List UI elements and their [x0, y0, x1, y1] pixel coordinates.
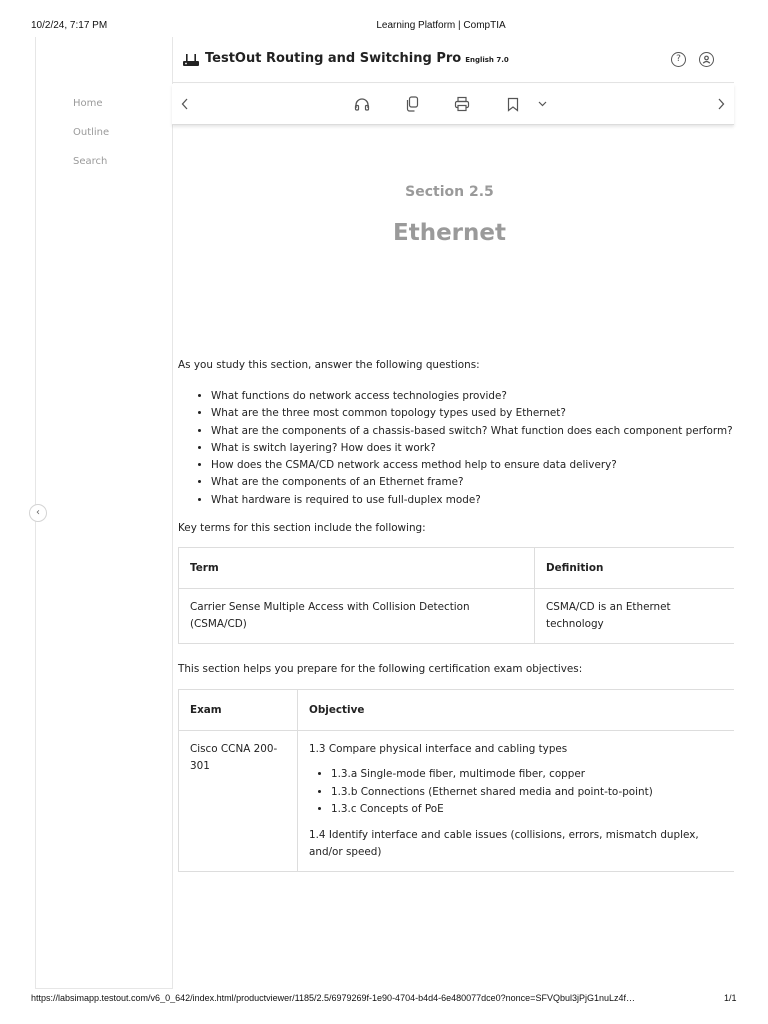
study-questions-list	[178, 388, 733, 509]
account-icon[interactable]	[699, 52, 714, 67]
table-header-term: Term	[179, 548, 535, 589]
bookmark-icon[interactable]	[505, 94, 521, 114]
back-chevron-icon[interactable]	[178, 94, 192, 114]
copy-icon[interactable]	[403, 94, 421, 114]
app-title	[205, 51, 509, 66]
sidebar	[35, 37, 173, 989]
app-title-text: TestOut Routing and Switching Pro	[205, 51, 462, 66]
dropdown-chevron-icon[interactable]	[536, 94, 548, 114]
print-url: https://labsimapp.testout.com/v6_0_642/index.html/productviewer/1185/2.5/6979269f-1e90-4704-b4d4-6e480077dce0?nonce=SFVQbul3jPjG1nuLz4f…	[31, 993, 635, 1003]
objective-text: 1.4 Identify interface and cable issues (collisions, errors, mismatch duplex,	[309, 828, 699, 841]
key-terms-table	[178, 547, 734, 644]
questions-intro: As you study this section, answer the following questions:	[178, 359, 480, 371]
section-number: Section 2.5	[405, 184, 494, 200]
list-item: • 1.3.a Single-mode fiber, multimode fiber, copper	[331, 766, 734, 784]
print-footer	[0, 993, 768, 1007]
list-item: • 1.3.b Connections (Ethernet shared media and point-to-point)	[331, 784, 734, 802]
table-row	[179, 731, 735, 872]
definition-line: CSMA/CD is an Ethernet	[546, 601, 671, 613]
term-line: (CSMA/CD)	[190, 618, 247, 630]
forward-chevron-icon[interactable]	[714, 94, 728, 114]
list-item: • What are the components of an Ethernet frame?	[211, 474, 733, 491]
app-header	[172, 44, 734, 83]
list-item: • What is switch layering? How does it work?	[211, 440, 733, 457]
lesson-content	[172, 126, 734, 988]
objective-text: and/or speed)	[309, 845, 382, 858]
print-header	[0, 20, 768, 34]
print-icon[interactable]	[453, 94, 471, 114]
sidebar-collapse-button[interactable]: ‹	[29, 504, 47, 522]
print-page-title: Learning Platform | CompTIA	[376, 20, 506, 31]
router-logo-icon	[182, 52, 200, 68]
list-item: • What are the three most common topology types used by Ethernet?	[211, 405, 733, 422]
term-line: Carrier Sense Multiple Access with Collision Detection	[190, 601, 470, 613]
exam-line: 301	[190, 760, 210, 772]
section-title: Ethernet	[393, 220, 506, 246]
list-item: • How does the CSMA/CD network access method help to ensure data delivery?	[211, 457, 733, 474]
sidebar-item-outline[interactable]: Outline	[73, 127, 110, 138]
table-row	[179, 589, 735, 644]
list-item: • What are the components of a chassis-based switch? What function does each component perform?	[211, 423, 733, 440]
sidebar-item-search[interactable]: Search	[73, 156, 108, 167]
table-cell-exam	[179, 731, 298, 872]
app-edition: English 7.0	[465, 56, 509, 64]
definition-line: technology	[546, 618, 604, 630]
table-header-row	[179, 690, 735, 731]
objective-text: 1.3 Compare physical interface and cabling types	[309, 743, 568, 755]
sub-objectives-list	[309, 766, 734, 819]
objectives-intro: This section helps you prepare for the following certification exam objectives:	[178, 663, 583, 675]
content-toolbar	[172, 84, 734, 125]
objectives-table	[178, 689, 734, 872]
sidebar-item-home[interactable]: Home	[73, 98, 103, 109]
table-cell-objective	[298, 731, 735, 872]
table-cell-definition	[535, 589, 735, 644]
print-page-count: 1/1	[724, 993, 737, 1003]
table-header-row	[179, 548, 735, 589]
exam-line: Cisco CCNA 200-	[190, 743, 278, 755]
table-header-definition: Definition	[535, 548, 735, 589]
audio-headphones-icon[interactable]	[353, 94, 371, 114]
list-item: • What hardware is required to use full-duplex mode?	[211, 492, 733, 509]
list-item: • What functions do network access technologies provide?	[211, 388, 733, 405]
list-item: • 1.3.c Concepts of PoE	[331, 801, 734, 819]
table-header-exam: Exam	[179, 690, 298, 731]
help-icon[interactable]: ?	[671, 52, 686, 67]
key-terms-intro: Key terms for this section include the following:	[178, 522, 426, 534]
print-date: 10/2/24, 7:17 PM	[31, 20, 108, 31]
table-header-objective: Objective	[298, 690, 735, 731]
table-cell-term	[179, 589, 535, 644]
